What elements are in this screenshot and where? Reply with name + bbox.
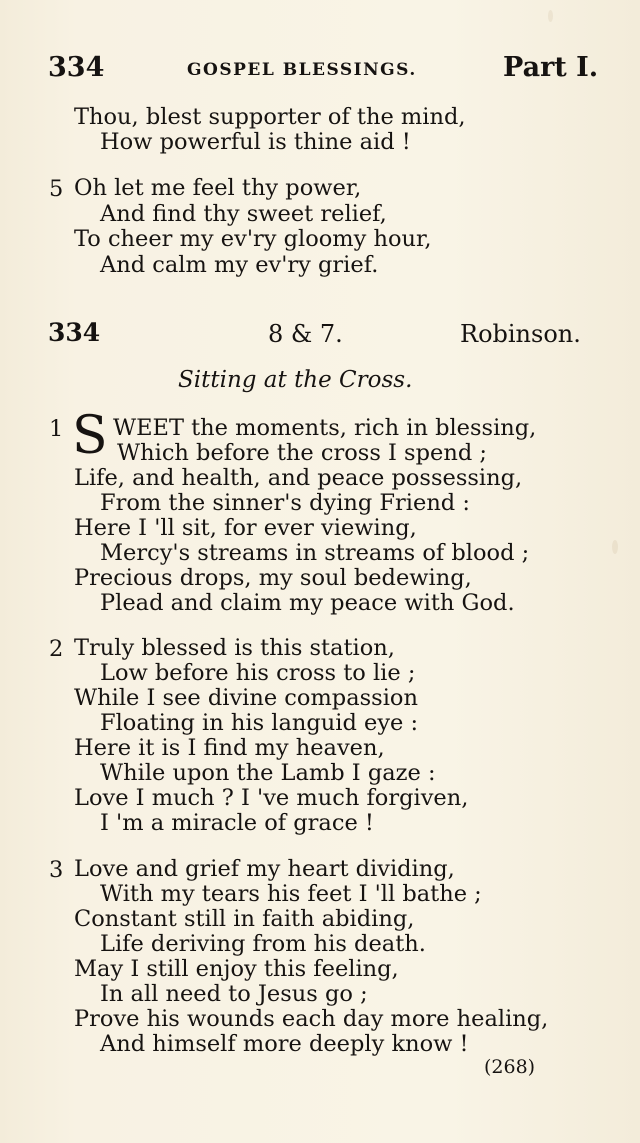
stanza-number: 5 xyxy=(49,176,64,202)
stanza-number: 2 xyxy=(49,636,64,662)
verse-line: Oh let me feel thy power, xyxy=(74,175,362,201)
verse-line: Here I 'll sit, for ever viewing, xyxy=(74,515,417,541)
paper-stain xyxy=(548,10,553,22)
verse-line: Floating in his languid eye : xyxy=(100,710,419,736)
verse-line: Plead and claim my peace with God. xyxy=(100,590,515,616)
hymn-number: 334 xyxy=(48,318,101,347)
verse-line: Here it is I find my heaven, xyxy=(74,735,385,761)
verse-line: Constant still in faith abiding, xyxy=(74,906,415,932)
verse-line: Prove his wounds each day more healing, xyxy=(74,1006,549,1032)
paper-stain xyxy=(612,540,618,554)
stanza-number: 1 xyxy=(49,416,64,442)
page-number: 334 xyxy=(48,52,105,83)
verse-line: May I still enjoy this feeling, xyxy=(74,956,399,982)
verse-line: WEET the moments, rich in blessing, xyxy=(113,415,537,441)
verse-line: And calm my ev'ry grief. xyxy=(100,252,379,278)
part-label: Part I. xyxy=(503,52,599,83)
verse-line: Truly blessed is this station, xyxy=(74,635,395,661)
hymn-meter: 8 & 7. xyxy=(268,320,343,348)
verse-line: While upon the Lamb I gaze : xyxy=(100,760,436,786)
verse-line: Life, and health, and peace possessing, xyxy=(74,465,523,491)
verse-line: Love and grief my heart dividing, xyxy=(74,856,455,882)
verse-line: From the sinner's dying Friend : xyxy=(100,490,470,516)
verse-line: To cheer my ev'ry gloomy hour, xyxy=(74,226,432,252)
verse-line: While I see divine compassion xyxy=(74,685,418,711)
hymn-title: Sitting at the Cross. xyxy=(178,367,413,393)
verse-line: Precious drops, my soul bedewing, xyxy=(74,565,472,591)
drop-cap: S xyxy=(72,406,108,466)
verse-line: How powerful is thine aid ! xyxy=(100,129,411,155)
verse-line: Which before the cross I spend ; xyxy=(117,440,487,466)
verse-line: Mercy's streams in streams of blood ; xyxy=(100,540,530,566)
verse-line: Thou, blest supporter of the mind, xyxy=(74,104,466,130)
stanza-number: 3 xyxy=(49,857,64,883)
verse-line: I 'm a miracle of grace ! xyxy=(100,810,374,836)
verse-line: Love I much ? I 've much forgiven, xyxy=(74,785,469,811)
running-title: GOSPEL BLESSINGS. xyxy=(187,60,417,80)
hymn-tune: Robinson. xyxy=(460,320,581,348)
verse-line: Life deriving from his death. xyxy=(100,931,426,957)
verse-line: Low before his cross to lie ; xyxy=(100,660,416,686)
verse-line: And find thy sweet relief, xyxy=(100,201,387,227)
verse-line: In all need to Jesus go ; xyxy=(100,981,368,1007)
verse-line: With my tears his feet I 'll bathe ; xyxy=(100,881,482,907)
verse-line: And himself more deeply know ! xyxy=(100,1031,469,1057)
footer-page-number: (268) xyxy=(484,1056,536,1078)
